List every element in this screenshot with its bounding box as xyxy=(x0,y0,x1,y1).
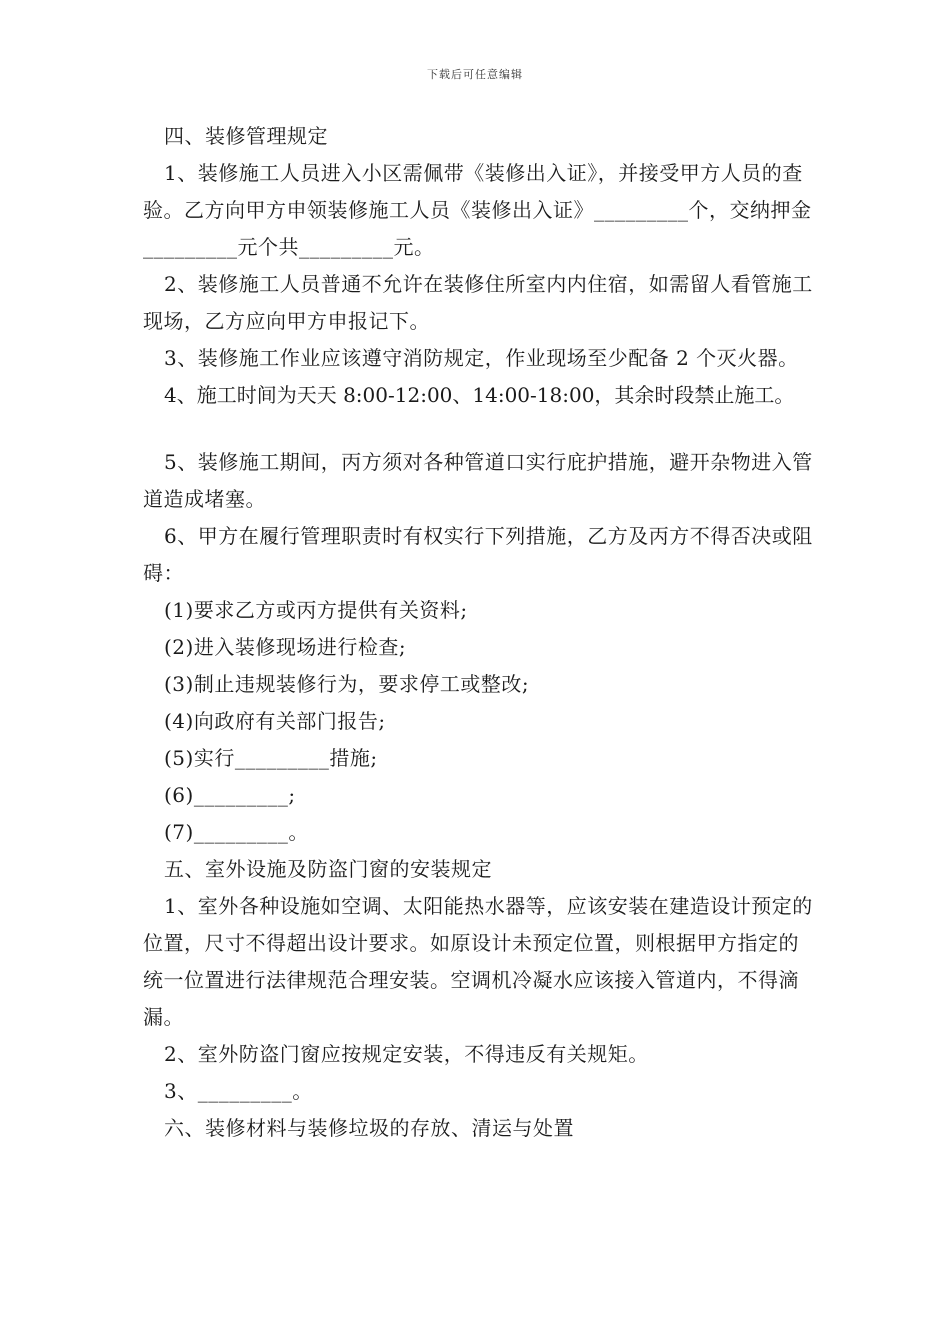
section-heading: 四、装修管理规定 xyxy=(164,124,328,148)
paragraph: 4、施工时间为天天 8:00-12:00、14:00-18:00，其余时段禁止施工。 xyxy=(164,383,795,407)
list-item: (5)实行_________措施; xyxy=(164,746,378,770)
list-item: (4)向政府有关部门报告; xyxy=(164,709,386,733)
section-heading: 五、室外设施及防盗门窗的安装规定 xyxy=(164,857,492,881)
paragraph: 3、装修施工作业应该遵守消防规定，作业现场至少配备 2 个灭火器。 xyxy=(164,346,799,370)
paragraph: 1、室外各种设施如空调、太阳能热水器等，应该安装在建造设计预定的位置，尺寸不得超出设计要求。如原设计未预定位置，则根据甲方指定的统一位置进行法律规范合理安装。空调机冷凝水应该接入管道内，不得滴漏。 xyxy=(143,894,813,1029)
list-item: (7)_________。 xyxy=(164,820,309,844)
paragraph: 3、_________。 xyxy=(164,1079,313,1103)
list-item: (2)进入装修现场进行检查; xyxy=(164,635,407,659)
section-heading: 六、装修材料与装修垃圾的存放、清运与处置 xyxy=(164,1116,574,1140)
paragraph: 2、装修施工人员普通不允许在装修住所室内内住宿，如需留人看管施工现场，乙方应向甲方申报记下。 xyxy=(143,272,813,333)
list-item: (1)要求乙方或丙方提供有关资料; xyxy=(164,598,468,622)
paragraph: 5、装修施工期间，丙方须对各种管道口实行庇护措施，避开杂物进入管道造成堵塞。 xyxy=(143,450,813,511)
paragraph: 2、室外防盗门窗应按规定安装，不得违反有关规矩。 xyxy=(164,1042,649,1066)
list-item: (3)制止违规装修行为，要求停工或整改; xyxy=(164,672,530,696)
page-header: 下载后可任意编辑 xyxy=(427,68,523,81)
paragraph: 6、甲方在履行管理职责时有权实行下列措施，乙方及丙方不得否决或阻碍： xyxy=(143,524,813,585)
document-body xyxy=(143,118,813,1147)
paragraph: 1、装修施工人员进入小区需佩带《装修出入证》，并接受甲方人员的查验。乙方向甲方申领装修施工人员《装修出入证》_________个，交纳押金_________元个共_________元。 xyxy=(143,161,812,259)
list-item: (6)_________; xyxy=(164,783,296,807)
